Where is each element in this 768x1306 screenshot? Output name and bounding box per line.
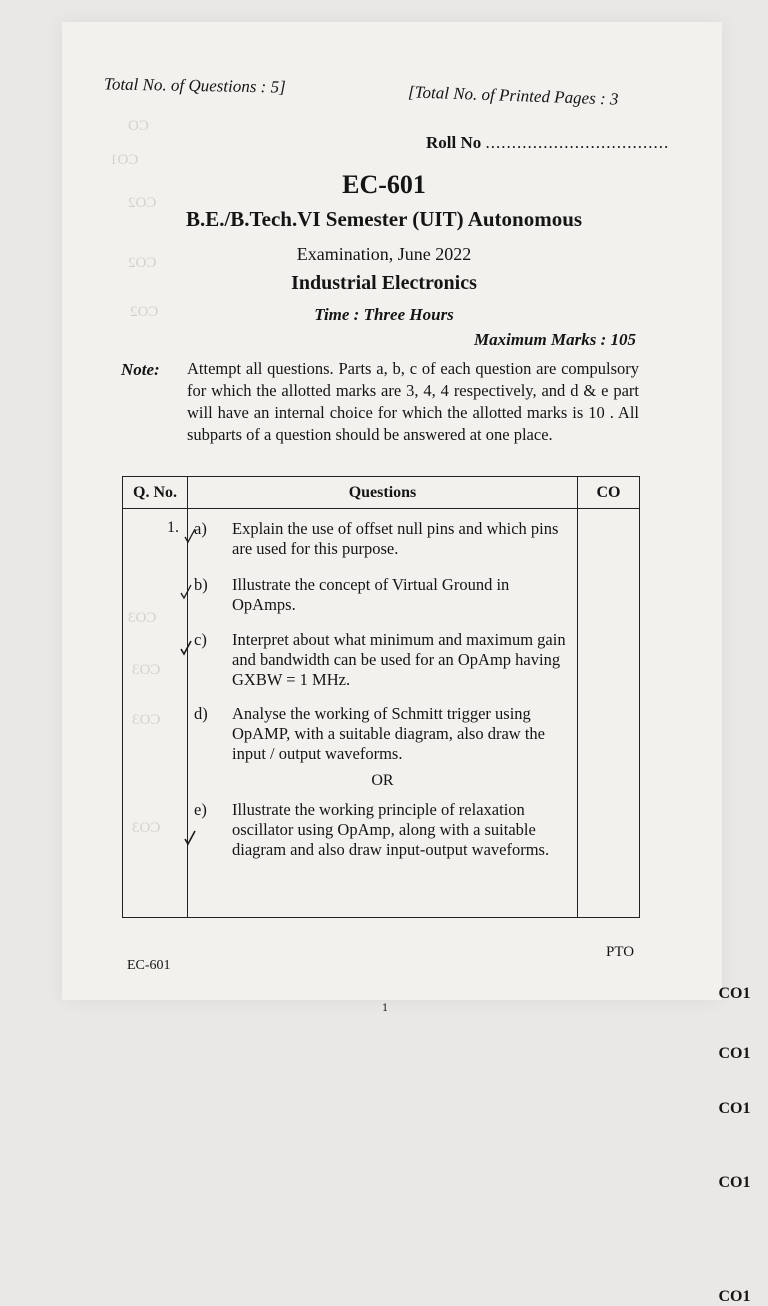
pen-tick-icon <box>180 640 192 656</box>
bleed-through-text: CO2 <box>128 255 157 271</box>
item-text: Illustrate the concept of Virtual Ground in OpAmps. <box>232 575 510 614</box>
co-d: CO1 <box>718 1173 751 1191</box>
page-mark: 1 <box>382 1003 389 1014</box>
paper-code: EC-601 <box>342 170 426 199</box>
item-text: Interpret about what minimum and maximum gain and bandwidth can be used for an OpAmp having GXBW = 1 MHz. <box>232 630 566 689</box>
pen-tick-icon <box>184 528 196 544</box>
bleed-through-text: CO <box>128 118 149 134</box>
bleed-through-text: CO2 <box>128 195 157 211</box>
total-printed-pages: [Total No. of Printed Pages : 3 <box>407 82 619 109</box>
roll-no-field <box>426 133 669 153</box>
item-label: d) <box>194 704 208 723</box>
question-item-d <box>188 704 577 764</box>
item-label: b) <box>194 575 208 594</box>
header-co: CO <box>578 477 640 509</box>
note-label: Note: <box>121 360 160 379</box>
examination-session: Examination, June 2022 <box>296 244 472 264</box>
roll-no-blank: ................................... <box>485 133 670 152</box>
bleed-through-text: CO3 <box>132 820 161 836</box>
pen-tick-icon <box>184 830 196 846</box>
table-header-row <box>123 477 640 509</box>
course-title: B.E./B.Tech.VI Semester (UIT) Autonomous <box>185 207 583 231</box>
co-a: CO1 <box>718 984 751 1002</box>
subject-title: Industrial Electronics <box>291 272 477 294</box>
bleed-through-text: CO3 <box>132 712 161 728</box>
maximum-marks: Maximum Marks : 105 <box>474 330 636 349</box>
question-item-e <box>188 800 577 860</box>
total-questions: Total No. of Questions : 5] <box>103 74 286 97</box>
table-row <box>123 509 640 918</box>
co-e: CO1 <box>718 1287 751 1305</box>
item-text: Explain the use of offset null pins and which pins are used for this purpose. <box>232 519 559 558</box>
question-item-b <box>188 575 577 615</box>
item-text: Analyse the working of Schmitt trigger using OpAMP, with a suitable diagram, also draw the input / output waveforms. <box>232 704 545 763</box>
bleed-through-text: CO3 <box>128 610 157 626</box>
header-questions: Questions <box>188 477 578 509</box>
item-label: a) <box>194 519 207 538</box>
item-label: c) <box>194 630 207 649</box>
exam-duration: Time : Three Hours <box>314 305 454 324</box>
bleed-through-text: CO2 <box>130 304 159 320</box>
question-item-a <box>188 519 577 559</box>
footer-paper-code: EC-601 <box>127 958 171 973</box>
roll-no-label: Roll No <box>426 133 482 152</box>
item-label: e) <box>194 800 207 819</box>
bleed-through-text: CO3 <box>132 662 161 678</box>
bleed-through-text: CO1 <box>110 152 139 168</box>
question-item-c <box>188 630 577 690</box>
item-text: Illustrate the working principle of relaxation oscillator using OpAmp, along with a suitable diagram and also draw input-output waveforms. <box>232 800 550 859</box>
question-number: 1. <box>123 509 188 918</box>
or-divider: OR <box>371 772 394 789</box>
footer-pto: PTO <box>606 944 635 960</box>
pen-tick-icon <box>180 584 192 600</box>
co-c: CO1 <box>718 1099 751 1117</box>
co-b: CO1 <box>718 1044 751 1062</box>
question-parts-cell <box>188 509 578 918</box>
note-text: Attempt all questions. Parts a, b, c of each question are compulsory for which the allotted marks are 3, 4, 4 respectively, and d & e part will have an internal choice for which the allotted marks is 10 . All subparts of a question should be answered at one place. <box>187 359 639 444</box>
header-qno: Q. No. <box>123 477 188 509</box>
